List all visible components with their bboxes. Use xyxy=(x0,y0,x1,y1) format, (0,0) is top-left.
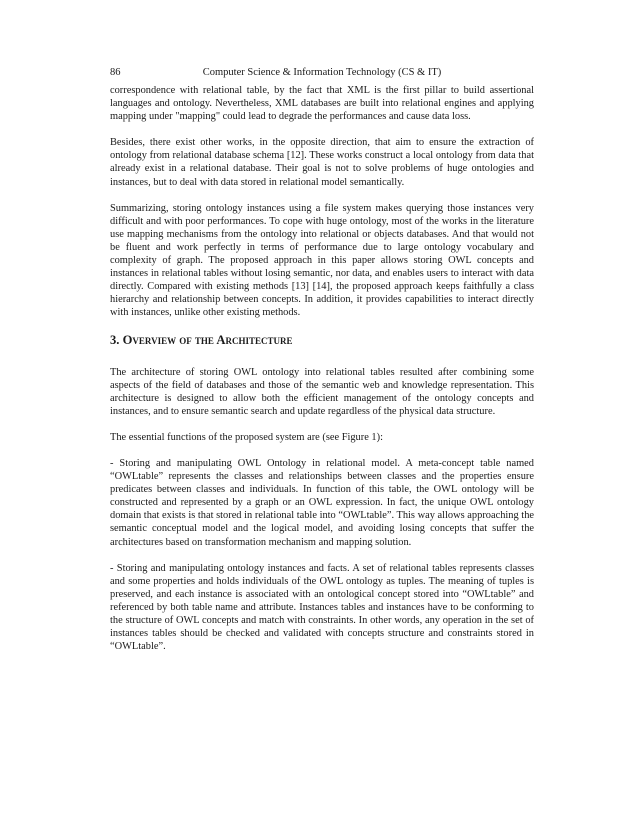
page-number: 86 xyxy=(110,67,121,78)
paragraph: - Storing and manipulating OWL Ontology in relational model. A meta-concept table named “OWLtable” represents the classes and relationships between classes and the properties ensure predicates between classes and individuals. In function of this table, the OWL ontology will be constructed and represented by a graph or an OWL expression. In fact, the unique OWL ontology domain that exists is that stored in relational table into “OWLtable”. This way allows approaching the semantic conceptual model and the logical model, and avoiding losing concepts that suffer the architectures based on transformation mechanism and mapping solution. xyxy=(110,457,534,548)
section-number: 3. xyxy=(110,332,120,347)
paragraph: correspondence with relational table, by the fact that XML is the first pillar to build assertional languages and ontology. Nevertheless, XML databases are built into relational engines and applying mapping under "mapping" could lead to degrade the performances and cause data loss. xyxy=(110,85,534,123)
paragraph: Besides, there exist other works, in the opposite direction, that aim to ensure the extraction of ontology from relational database schema [12]. These works construct a local ontology from data that already exist in a relational database. Their goal is not to solve problems of huge ontologies and instances, but to deal with data stored in relational model semantically. xyxy=(110,137,534,188)
section-title: Overview of the Architecture xyxy=(122,332,293,347)
running-title: Computer Science & Information Technology (CS & IT) xyxy=(202,67,442,78)
paragraph: The essential functions of the proposed system are (see Figure 1): xyxy=(110,431,383,443)
body-text xyxy=(110,84,534,666)
section-heading xyxy=(110,333,534,348)
paragraph: - Storing and manipulating ontology instances and facts. A set of relational tables represents classes and some properties and holds individuals of the OWL ontology as tuples. The meaning of tuples is preserved, and each instance is associated with an ontological concept stored into “OWLtable” and referenced by both table name and attribute. Instances tables and instances have to be conforming to the structure of OWL concepts and match with constraints. In other words, any operation in the set of instances tables should be checked and validated with concepts structure and constraints stored in “OWLtable”. xyxy=(110,562,534,653)
paragraph: Summarizing, storing ontology instances using a file system makes querying those instances very difficult and with poor performances. To cope with huge ontology, most of the works in the literature use mapping mechanisms from the ontology into relational or objects databases. And that would not be fluent and work perfectly in terms of performance due to large ontology vocabulary and complexity of graph. The proposed approach in this paper allows storing OWL concepts and instances in relational tables without losing semantic, nor data, and enables users to interact with data directly. Compared with existing methods [13] [14], the proposed approach keeps faithfully a class hierarchy and relationship between concepts. In addition, it provides capabilities to interact directly with instances, unlike other existing methods. xyxy=(110,202,534,319)
paragraph: The architecture of storing OWL ontology into relational tables resulted after combining some aspects of the field of databases and those of the semantic web and knowledge representation. This architecture is designed to allow both the efficient management of the ontology concepts and instances, and to ensure semantic search and update regardless of the physical data structure. xyxy=(110,366,534,417)
